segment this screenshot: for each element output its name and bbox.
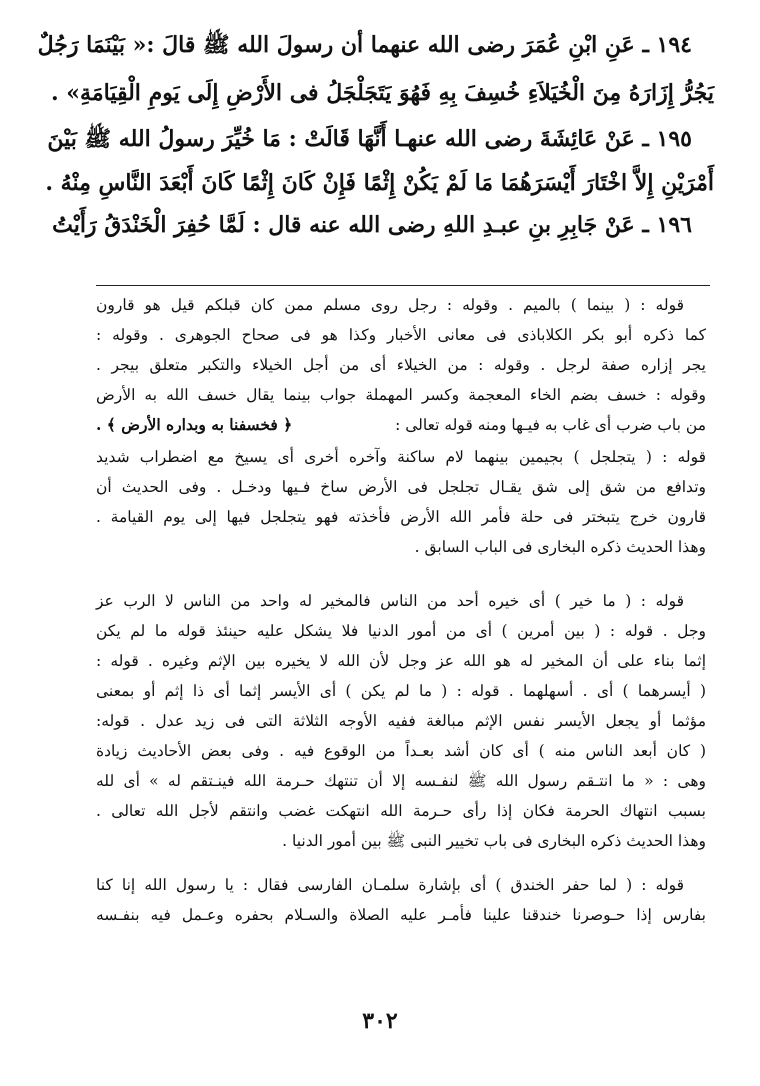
note-line: بفارس إذا حـوصرنا خندقنا علينا فأمـر عليه الصلاة والسـلام بحفره وعـمل فيه بنفـسه (96, 906, 706, 924)
note-line: وقوله : خسف بضم الخاء المعجمة وكسر المهملة جواب بينما يقال خسف الله به الأرض (96, 386, 706, 404)
note-line: وهى : « ما انتـقم رسول الله ﷺ لنفـسه إلا أن تنتهك حـرمة الله فينـتقم له » أى لله (96, 772, 706, 790)
note-line: قوله : ( ما خير ) أى خيره أحد من الناس فالمخير له واحد من الناس لا الرب عز (96, 592, 684, 610)
note-line: وتدافع من شق إلى شق يقـال تجلجل فى الأرض ساخ فـيها ودخـل . وفى الحديث أن (96, 478, 706, 496)
note-line-quran (96, 412, 706, 438)
note-line: قوله : ( لما حفر الخندق ) أى بإشارة سلمـان الفارسى فقال : يا رسول الله إنا كنا (96, 876, 684, 894)
note-line: إثما بناء على أن المخير له هو الله عز وجل لأن الله لا يخيره بين الإثم وغيره . قوله : (96, 652, 706, 670)
hadith-194-line-2: يَجُرُّ إِزَارَهُ مِنَ الْخُيَلاَءِ خُسِفَ بِهِ فَهُوَ يَتَجَلْجَلُ فى الأَرْضِ إِلَى يَومِ الْقِيَامَةِ» . (50, 80, 714, 106)
hadith-195-line-1: ١٩٥ ـ عَنْ عَائِشَةَ رضى الله عنهـا أَنَّهَا قَالَتْ : مَا خُيِّرَ رسولُ الله ﷺ بَيْنَ (47, 126, 692, 152)
note-line: وجل . قوله : ( بين أمرين ) أى من أمور الدنيا فلا يشكل عليه حينئذ قوله ما لم يكن (96, 622, 706, 640)
note-line: وهذا الحديث ذكره البخارى فى الباب السابق . (414, 538, 706, 556)
note-line: وهذا الحديث ذكره البخارى فى باب تخيير النبى ﷺ بين أمور الدنيا . (282, 832, 706, 850)
hadith-194-line-1: ١٩٤ ـ عَنِ ابْنِ عُمَرَ رضى الله عنهما أن رسولَ الله ﷺ قالَ :« بَيْنَمَا رَجُلٌ (37, 32, 692, 58)
page-number: ٣٠٢ (362, 1008, 398, 1034)
note-line: بسبب انتهاك الحرمة فكان إذا رأى حـرمة الله انتهكت غضب وانتقم لأجل الله تعالى . (96, 802, 706, 820)
note-text: من باب ضرب أى غاب به فيـها ومنه قوله تعالى : (395, 416, 706, 434)
note-line: يجر إزاره صفة لرجل . وقوله : من الخيلاء أى من أجل الخيلاء والتكبر متعلق بيجر . (96, 356, 706, 374)
quran-quote: ﴿ فخسفنا به وبداره الأرض ﴾ . (96, 415, 293, 434)
note-line: كما ذكره أبو بكر الكلاباذى فى معانى الأخبار وكذا هو فى صحاح الجوهرى . وقوله : (96, 326, 706, 344)
footnote-divider (96, 285, 710, 286)
note-line: ( أيسرهما ) أى . أسهلهما . قوله : ( ما لم يكن ) أى الأيسر إثما أى ذا إثم أو بمعنى (96, 682, 706, 700)
note-line: مؤثما أو يجعل الأيسر نفس الإثم مبالغة ففيه الأوجه الثلاثة التى فى زيد عدل . قوله: (96, 712, 706, 730)
note-line: ( كان أبعد الناس منه ) أى كان أشد بعـداً من الوقوع فيه . وفى بعض الأحاديث زيادة (96, 742, 706, 760)
note-line: قوله : ( بينما ) بالميم . وقوله : رجل روى مسلم ممن كان قبلكم قيل هو قارون (96, 296, 684, 314)
note-line: قوله : ( يتجلجل ) بجيمين بينهما لام ساكنة وآخره أخرى أى يسيخ مع اضطراب شديد (96, 448, 706, 466)
note-line: قارون خرج يتبختر فى حلة فأمر الله الأرض فأخذته فهو يتجلجل فيها إلى يوم القيامة . (96, 508, 706, 526)
hadith-195-line-2: أَمْرَيْنِ إِلاَّ اخْتَارَ أَيْسَرَهُمَا مَا لَمْ يَكُنْ إِثْمًا فَإِنْ كَانَ إِثْمًا كَانَ أَبْعَدَ النَّاسِ مِنْهُ . (45, 170, 714, 196)
hadith-196-line-1: ١٩٦ ـ عَنْ جَابِرِ بنِ عبـدِ اللهِ رضى الله عنه قال : لَمَّا حُفِرَ الْخَنْدَقُ رَأَيْتُ (52, 212, 692, 238)
